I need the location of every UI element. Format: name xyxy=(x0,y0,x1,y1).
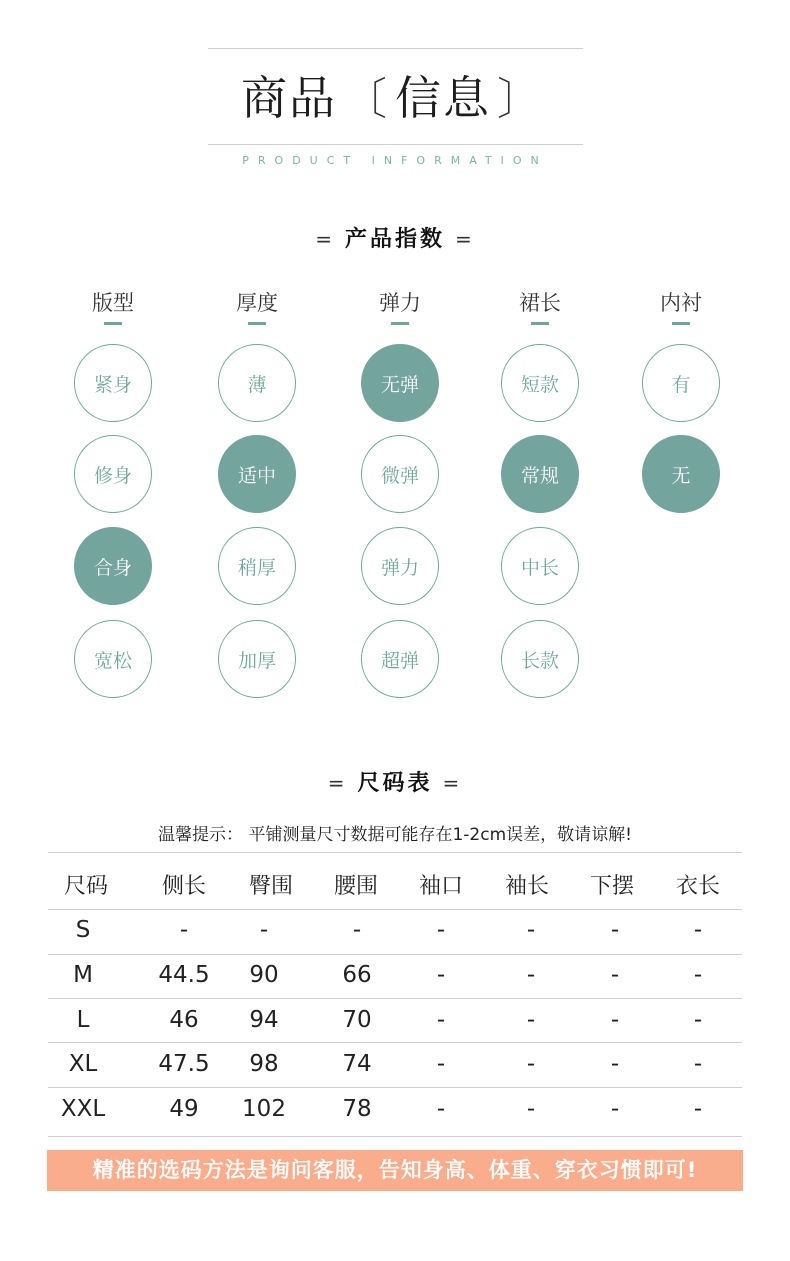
table-cell: - xyxy=(436,1051,446,1077)
size-section-title xyxy=(0,766,790,797)
table-cell: 47.5 xyxy=(158,1051,210,1077)
table-cell: - xyxy=(610,1007,620,1033)
table-cell: - xyxy=(610,1096,620,1122)
table-header-cell: 袖长 xyxy=(504,874,549,899)
table-cell: 74 xyxy=(342,1051,372,1077)
index-col-mark xyxy=(672,322,690,325)
option-thickness-medium: 适中 xyxy=(218,435,296,513)
table-cell: 102 xyxy=(242,1096,286,1122)
table-cell: - xyxy=(526,1051,536,1077)
option-fit-regular: 合身 xyxy=(74,527,152,605)
table-cell: XXL xyxy=(60,1096,106,1122)
table-cell: - xyxy=(610,962,620,988)
index-col-mark xyxy=(391,322,409,325)
title-bracket-open: 〔 xyxy=(343,74,389,125)
index-col-mark xyxy=(531,322,549,325)
table-cell: - xyxy=(352,917,362,943)
table-header-cell: 臀围 xyxy=(248,874,293,899)
option-length-midi: 中长 xyxy=(501,527,579,605)
table-cell: 49 xyxy=(169,1096,199,1122)
table-cell: 44.5 xyxy=(158,962,210,988)
table-cell: - xyxy=(436,917,446,943)
index-col-header-length: 裙长 xyxy=(519,291,561,315)
table-cell: S xyxy=(75,917,91,943)
option-length-regular: 常规 xyxy=(501,435,579,513)
table-cell: - xyxy=(693,962,703,988)
table-cell: - xyxy=(693,1096,703,1122)
table-cell: - xyxy=(526,962,536,988)
table-cell: XL xyxy=(68,1051,98,1077)
table-rule xyxy=(48,852,742,853)
table-cell: 46 xyxy=(169,1007,199,1033)
table-cell: 70 xyxy=(342,1007,372,1033)
table-cell: 66 xyxy=(342,962,372,988)
option-length-long: 长款 xyxy=(501,620,579,698)
table-rule xyxy=(48,998,742,999)
option-fit-tight: 紧身 xyxy=(74,344,152,422)
eq-right-icon: = xyxy=(455,227,475,251)
table-cell: - xyxy=(526,1096,536,1122)
size-title-text: 尺码表 xyxy=(357,771,433,796)
table-cell: 98 xyxy=(249,1051,279,1077)
index-col-header-fit: 版型 xyxy=(92,291,134,315)
table-header-cell: 尺码 xyxy=(63,874,108,899)
table-rule xyxy=(48,909,742,910)
option-elastic-slight: 微弹 xyxy=(361,435,439,513)
table-rule xyxy=(48,1087,742,1088)
table-cell: 90 xyxy=(249,962,279,988)
title-left: 商品 xyxy=(241,71,337,125)
table-cell: L xyxy=(76,1007,90,1033)
option-elastic-normal: 弹力 xyxy=(361,527,439,605)
table-rule xyxy=(48,1136,742,1137)
table-header-cell: 腰围 xyxy=(333,874,378,899)
table-rule xyxy=(48,954,742,955)
table-cell: M xyxy=(73,962,93,988)
header-top-rule xyxy=(208,48,583,49)
index-col-header-lining: 内衬 xyxy=(660,291,702,315)
index-col-mark xyxy=(248,322,266,325)
table-header-cell: 下摆 xyxy=(589,874,634,899)
option-thickness-thick: 加厚 xyxy=(218,620,296,698)
table-cell: - xyxy=(693,1007,703,1033)
table-cell: - xyxy=(436,1007,446,1033)
title-right: 信息 xyxy=(395,71,491,125)
table-cell: - xyxy=(436,1096,446,1122)
table-cell: - xyxy=(526,1007,536,1033)
option-fit-slim: 修身 xyxy=(74,435,152,513)
table-cell: - xyxy=(259,917,269,943)
table-header-cell: 袖口 xyxy=(418,874,463,899)
option-lining-no: 无 xyxy=(642,435,720,513)
index-section-title xyxy=(0,222,790,253)
option-elastic-none: 无弹 xyxy=(361,344,439,422)
table-cell: - xyxy=(693,1051,703,1077)
table-header-cell: 衣长 xyxy=(675,874,720,899)
table-cell: 94 xyxy=(249,1007,279,1033)
table-cell: - xyxy=(610,917,620,943)
option-lining-yes: 有 xyxy=(642,344,720,422)
eq-left-icon: = xyxy=(327,771,348,795)
option-thickness-thin: 薄 xyxy=(218,344,296,422)
table-cell: - xyxy=(526,917,536,943)
page-title xyxy=(0,62,790,128)
table-cell: - xyxy=(436,962,446,988)
table-cell: - xyxy=(693,917,703,943)
index-col-header-elasticity: 弹力 xyxy=(379,291,421,315)
measurement-tip: 温馨提示： 平铺测量尺寸数据可能存在1-2cm误差，敬请谅解! xyxy=(158,825,632,845)
size-advice-banner: 精准的选码方法是询问客服，告知身高、体重、穿衣习惯即可! xyxy=(47,1150,743,1191)
table-rule xyxy=(48,1042,742,1043)
table-header-cell: 侧长 xyxy=(161,874,206,899)
page-subtitle: PRODUCT INFORMATION xyxy=(242,154,548,167)
table-cell: 78 xyxy=(342,1096,372,1122)
option-length-short: 短款 xyxy=(501,344,579,422)
eq-left-icon: = xyxy=(315,227,335,251)
eq-right-icon: = xyxy=(442,771,463,795)
option-elastic-super: 超弹 xyxy=(361,620,439,698)
index-col-header-thickness: 厚度 xyxy=(236,291,278,315)
title-bracket-close: 〕 xyxy=(497,74,543,125)
option-thickness-slightly-thick: 稍厚 xyxy=(218,527,296,605)
index-col-mark xyxy=(104,322,122,325)
index-title-text: 产品指数 xyxy=(344,227,445,252)
option-fit-loose: 宽松 xyxy=(74,620,152,698)
table-cell: - xyxy=(179,917,189,943)
header-bottom-rule xyxy=(208,144,583,145)
table-cell: - xyxy=(610,1051,620,1077)
